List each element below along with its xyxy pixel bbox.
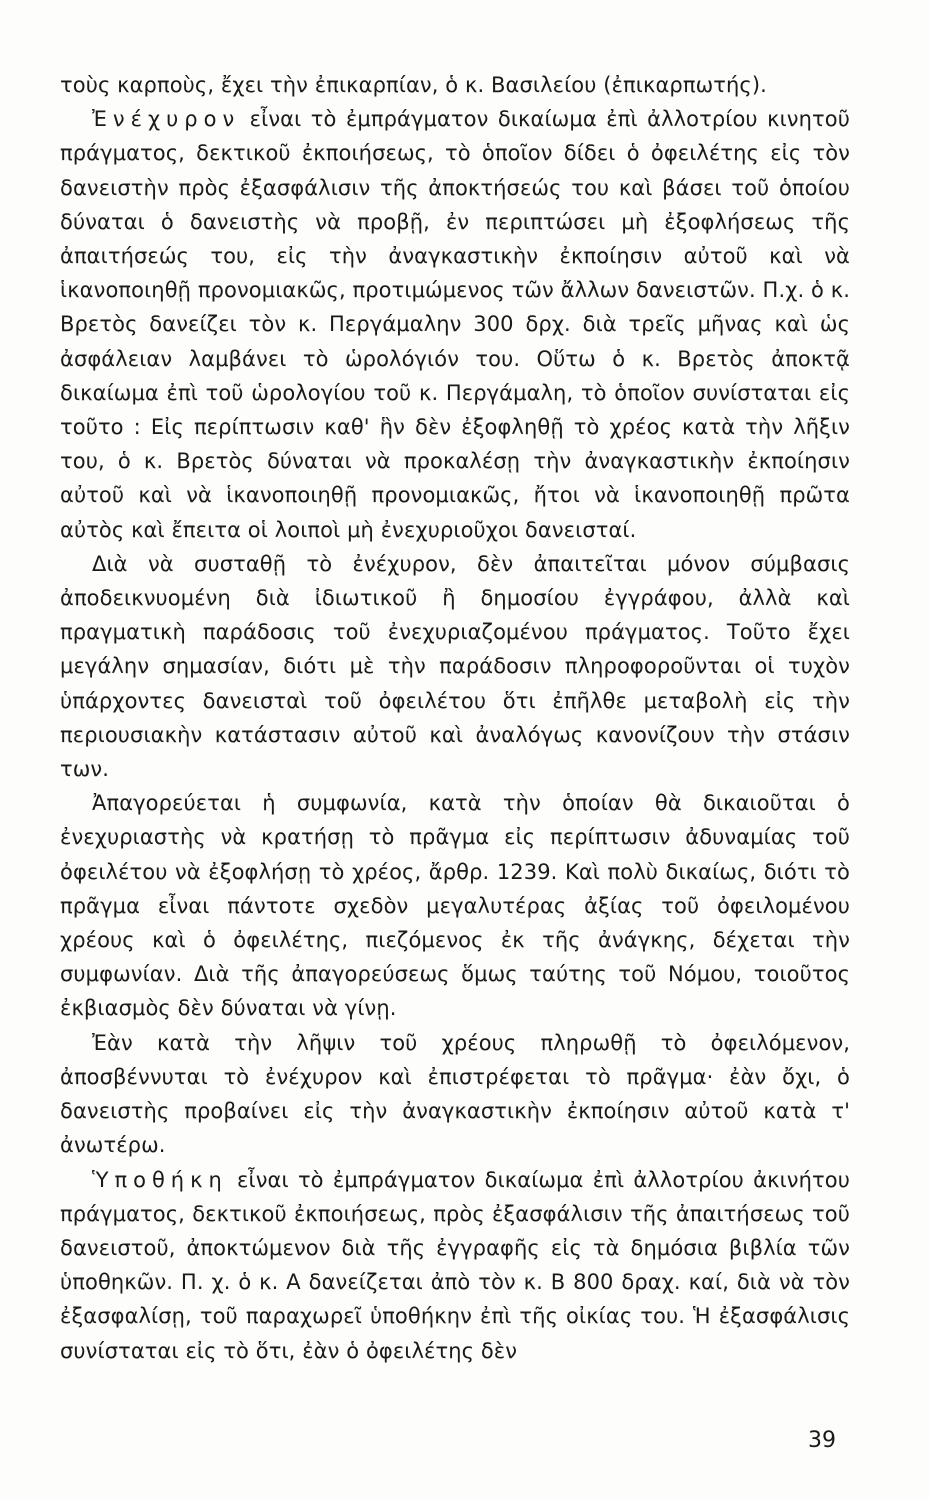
paragraph-1: [60, 68, 850, 102]
paragraph-2-text: εἶναι τὸ ἐμπράγματον δικαίωμα ἐπὶ ἀλλοτρίου κινητοῦ πράγματος, δεκτικοῦ ἐκποιήσεως, τὸ ὁποῖον δίδει ὁ ὀφειλέτης εἰς τὸν δανειστὴν πρὸς ἐξασφάλισιν τῆς ἀποκτήσεώς του καὶ βάσει τοῦ ὁποίου δύναται ὁ δανειστὴς νὰ προβῇ, ἐν περιπτώσει μὴ ἐξοφλήσεως τῆς ἀπαιτήσεώς του, εἰς τὴν ἀναγκαστικὴν ἐκποίησιν αὐτοῦ καὶ νὰ ἱκανοποιηθῇ προνομιακῶς, προτιμώμενος τῶν ἄλλων δανειστῶν. Π.χ. ὁ κ. Βρετὸς δανείζει τὸν κ. Περγάμαλην 300 δρχ. διὰ τρεῖς μῆνας καὶ ὡς ἀσφάλειαν λαμβάνει τὸ ὡρολόγιόν του. Οὕτω ὁ κ. Βρετὸς ἀποκτᾷ δικαίωμα ἐπὶ τοῦ ὡρολογίου τοῦ κ. Περγάμαλη, τὸ ὁποῖον συνίσταται εἰς τοῦτο : Εἰς περίπτωσιν καθ' ἣν δὲν ἐξοφληθῇ τὸ χρέος κατὰ τὴν λῆξιν του, ὁ κ. Βρετὸς δύναται νὰ προκαλέσῃ τὴν ἀναγκαστικὴν ἐκποίησιν αὐτοῦ καὶ νὰ ἱκανοποιηθῇ προνομιακῶς, ἤτοι νὰ ἱκανοποιηθῇ πρῶτα αὐτὸς καὶ ἔπειτα οἱ λοιποὶ μὴ ἐνεχυριοῦχοι δανεισταί.: [60, 107, 850, 542]
paragraph-6-text: εἶναι τὸ ἐμπράγματον δικαίωμα ἐπὶ ἀλλοτρίου ἀκινήτου πράγματος, δεκτικοῦ ἐκποιήσεως, πρὸς ἐξασφάλισιν τῆς ἀπαιτήσεως τοῦ δανειστοῦ, ἀποκτώμενον διὰ τῆς ἐγγραφῆς εἰς τὰ δημόσια βιβλία τῶν ὑποθηκῶν. Π. χ. ὁ κ. Α δανείζεται ἀπὸ τὸν κ. Β 800 δραχ. καί, διὰ νὰ τὸν ἐξασφαλίσῃ, τοῦ παραχωρεῖ ὑποθήκην ἐπὶ τῆς οἰκίας του. Ἡ ἐξασφάλισις συνίσταται εἰς τὸ ὅτι, ἐὰν ὁ ὀφειλέτης δὲν: [60, 1167, 850, 1363]
term-mortgage: Ὑποθήκη: [92, 1167, 228, 1192]
paragraph-3: [60, 547, 850, 786]
paragraph-4-text: Ἀπαγορεύεται ἡ συμφωνία, κατὰ τὴν ὁποίαν θὰ δικαιοῦται ὁ ἐνεχυριαστὴς νὰ κρατήσῃ τὸ πρᾶγμα εἰς περίπτωσιν ἀδυναμίας τοῦ ὀφειλέτου νὰ ἐξοφλήσῃ τὸ χρέος, ἄρθρ. 1239. Καὶ πολὺ δικαίως, διότι τὸ πρᾶγμα εἶναι πάντοτε σχεδὸν μεγαλυτέρας ἀξίας τοῦ ὀφειλομένου χρέους καὶ ὁ ὀφειλέτης, πιεζόμενος ἐκ τῆς ἀνάγκης, δέχεται τὴν συμφωνίαν. Διὰ τῆς ἀπαγορεύσεως ὅμως ταύτης τοῦ Νόμου, τοιοῦτος ἐκβιασμὸς δὲν δύναται νὰ γίνῃ.: [60, 791, 850, 1021]
page-number: 39: [808, 1428, 836, 1453]
paragraph-5: [60, 1026, 850, 1163]
paragraph-6-mortgage-definition: [60, 1163, 850, 1368]
paragraph-4: [60, 786, 850, 1025]
paragraph-3-text: Διὰ νὰ συσταθῇ τὸ ἐνέχυρον, δὲν ἀπαιτεῖται μόνον σύμβασις ἀποδεικνυομένη διὰ ἰδιωτικοῦ ἢ δημοσίου ἐγγράφου, ἀλλὰ καὶ πραγματικὴ παράδοσις τοῦ ἐνεχυριαζομένου πράγματος. Τοῦτο ἔχει μεγάλην σημασίαν, διότι μὲ τὴν παράδοσιν πληροφοροῦνται οἱ τυχὸν ὑπάρχοντες δανεισταὶ τοῦ ὀφειλέτου ὅτι ἐπῆλθε μεταβολὴ εἰς τὴν περιουσιακὴν κατάστασιν αὐτοῦ καὶ ἀναλόγως κανονίζουν τὴν στάσιν των.: [60, 551, 850, 782]
body-text: [60, 68, 850, 1368]
paragraph-1-text: τοὺς καρποὺς, ἔχει τὴν ἐπικαρπίαν, ὁ κ. Βασιλείου (ἐπικαρπωτής).: [60, 73, 767, 97]
paragraph-2-pledge-definition: [60, 102, 850, 547]
paragraph-5-text: Ἐὰν κατὰ τὴν λῆψιν τοῦ χρέους πληρωθῇ τὸ ὀφειλόμενον, ἀποσβέννυται τὸ ἐνέχυρον καὶ ἐπιστρέφεται τὸ πρᾶγμα· ἐὰν ὄχι, ὁ δανειστὴς προβαίνει εἰς τὴν ἀναγκαστικὴν ἐκποίησιν αὐτοῦ κατὰ τ' ἀνωτέρω.: [60, 1030, 850, 1158]
term-pledge: Ἐνέχυρον: [92, 107, 241, 132]
